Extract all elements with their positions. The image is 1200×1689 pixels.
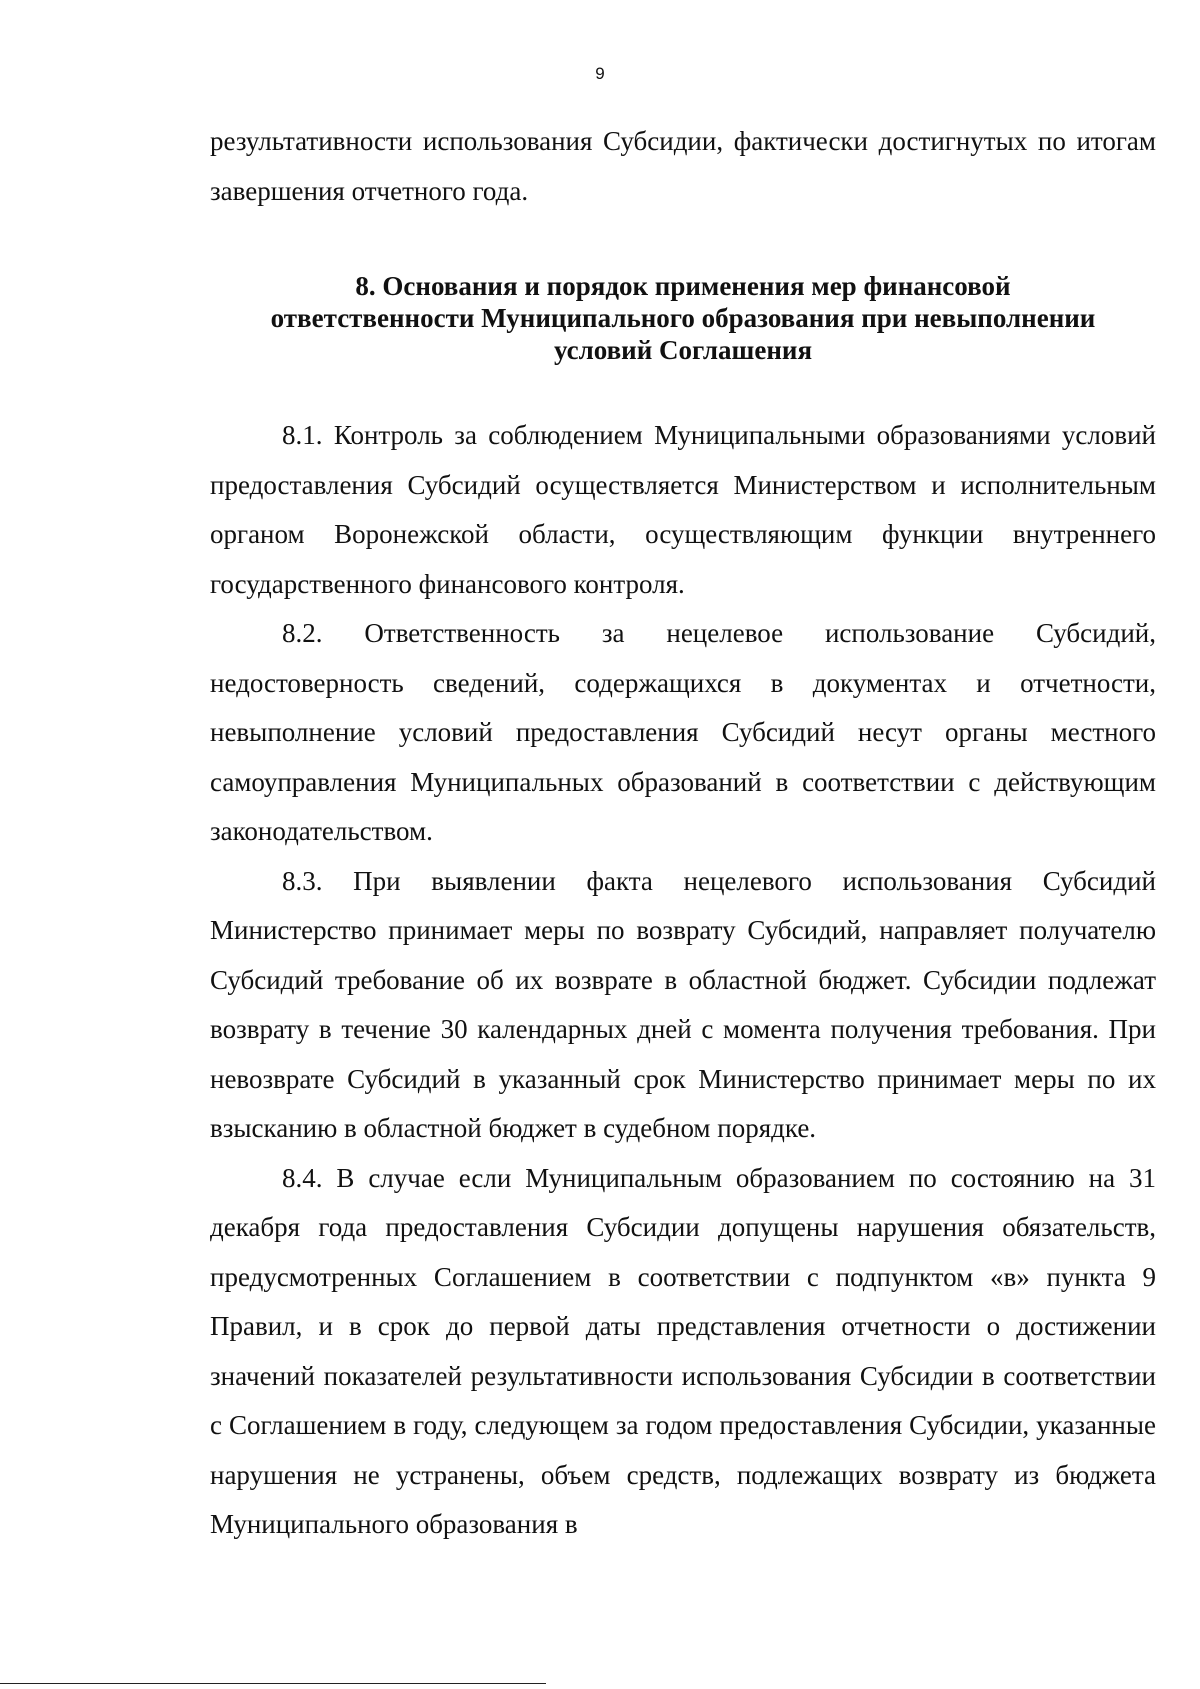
page-number: 9 (595, 64, 605, 83)
section-body (210, 411, 1156, 1550)
section-title-line-2: ответственности Муниципального образования при невыполнении (270, 303, 1096, 333)
intro-block (210, 117, 1156, 216)
paragraph-8-2: 8.2. Ответственность за нецелевое использование Субсидий, недостоверность сведений, содержащихся в документах и отчетности, невыполнение условий предоставления Субсидий несут органы местного самоуправления Муниципальных образований в соответствии с действующим законодательством. (210, 618, 1156, 846)
footer-divider (0, 1683, 546, 1684)
paragraph-8-1: 8.1. Контроль за соблюдением Муниципальными образованиями условий предоставления Субсидий осуществляется Министерством и исполнительным органом Воронежской области, осуществляющим функции внутреннего государственного финансового контроля. (210, 420, 1156, 599)
intro-paragraph: результативности использования Субсидии, фактически достигнутых по итогам завершения отчетного года. (210, 126, 1156, 206)
paragraph-8-3: 8.3. При выявлении факта нецелевого использования Субсидий Министерство принимает меры по возврату Субсидий, направляет получателю Субсидий требование об их возврате в областной бюджет. Субсидии подлежат возврату в течение 30 календарных дней с момента получения требования. При невозврате Субсидий в указанный срок Министерство принимает меры по их взысканию в областной бюджет в судебном порядке. (210, 865, 1156, 1143)
section-title (210, 270, 1156, 366)
section-title-line-1: 8. Основания и порядок применения мер финансовой (355, 271, 1011, 301)
paragraph-8-4: 8.4. В случае если Муниципальным образованием по состоянию на 31 декабря года предоставления Субсидии допущены нарушения обязательств, предусмотренных Соглашением в соответствии с подпунктом «в» пункта 9 Правил, и в срок до первой даты представления отчетности о достижении значений показателей результативности использования Субсидии в соответствии с Соглашением в году, следующем за годом предоставления Субсидии, указанные нарушения не устранены, объем средств, подлежащих возврату из бюджета Муниципального образования в (210, 1162, 1156, 1539)
section-title-line-3: условий Соглашения (553, 335, 813, 365)
